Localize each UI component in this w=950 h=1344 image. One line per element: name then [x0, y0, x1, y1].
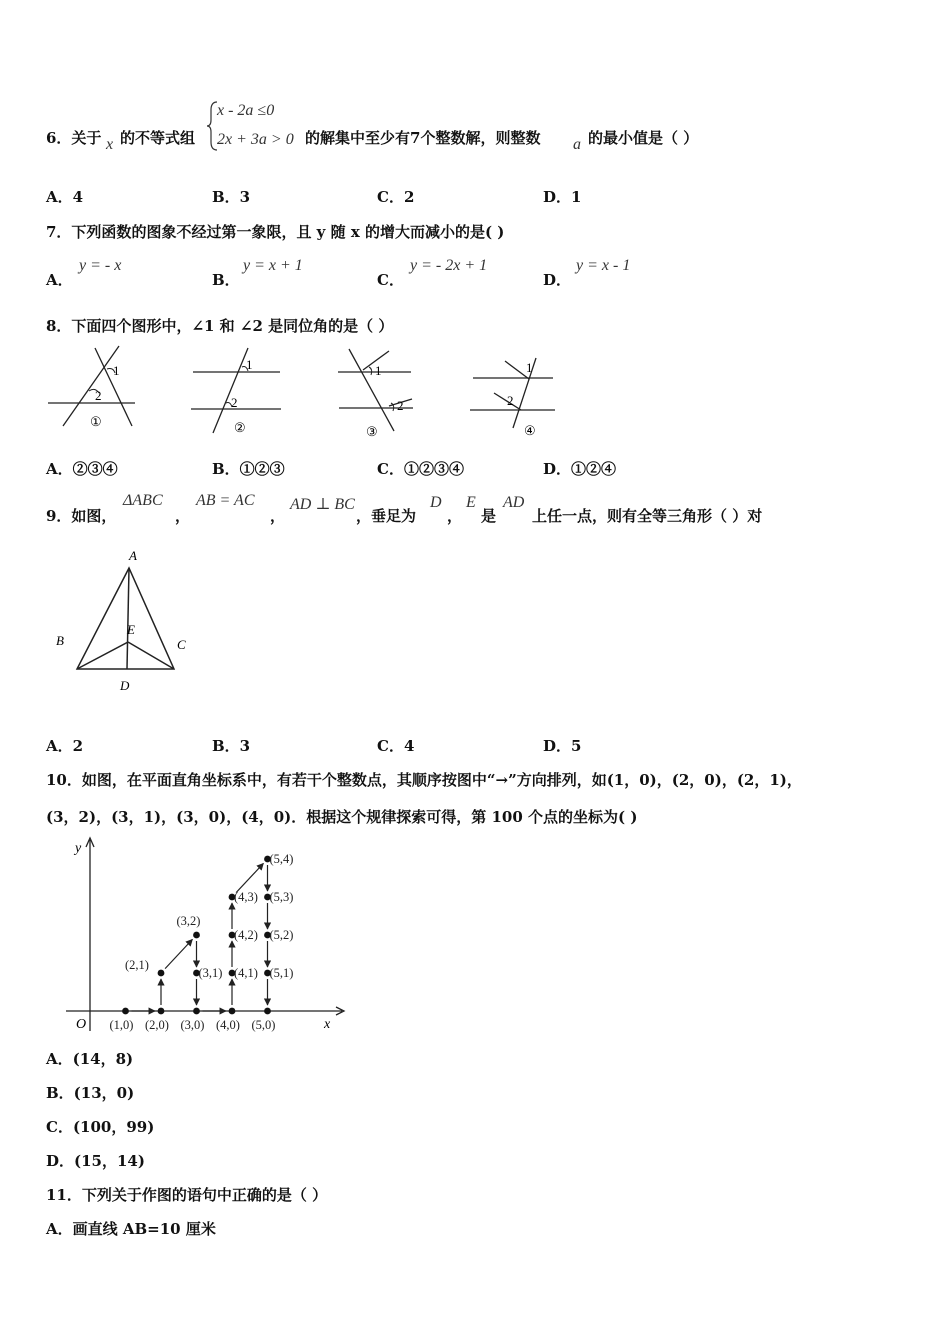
q9-point-e: E	[466, 494, 476, 511]
q10-point	[193, 932, 200, 939]
q6-var-x: x	[106, 136, 114, 153]
q10-x-axis-label: x	[324, 1017, 331, 1032]
q8-figure-1	[45, 343, 140, 435]
q6-option-a[interactable]: A．4	[46, 188, 84, 206]
q7-stem: 7．下列函数的图象不经过第一象限，且 y 随 x 的增大而减小的是( )	[46, 223, 505, 241]
q9-triangle: ΔABC	[123, 492, 163, 509]
q8-fig4-transversal	[513, 358, 536, 428]
q6-prefix: 6．关于	[46, 129, 102, 147]
q10-point	[229, 1008, 236, 1015]
q6-option-b[interactable]: B．3	[212, 188, 251, 206]
q9-point-d: D	[430, 494, 442, 511]
q7-option-c-label[interactable]: C．	[377, 271, 404, 289]
q9-foot-text: ，垂足为	[356, 507, 417, 525]
q9-label-e: E	[127, 622, 135, 637]
q10-point-label: (5,3)	[269, 890, 294, 904]
q6-suffix-2: 的最小值是（ ）	[588, 129, 699, 147]
q8-fig2-angle-1: 1	[246, 357, 253, 372]
q8-fig2-label: ②	[234, 420, 246, 435]
q10-point-label: (5,1)	[269, 966, 294, 980]
q10-stem-line-2: (3，2)，(3，1)，(3，0)，(4，0)．根据这个规律探索可得，第 100 个点的坐标为( )	[46, 808, 638, 826]
q10-option-a[interactable]: A．(14，8)	[46, 1050, 134, 1068]
q10-option-c[interactable]: C．(100，99)	[46, 1118, 155, 1136]
q10-point-label: (2,0)	[145, 1018, 169, 1032]
q11-option-a[interactable]: A．画直线 AB=10 厘米	[46, 1220, 216, 1238]
q10-point	[193, 1008, 200, 1015]
q9-perpendicular: AD ⊥ BC	[290, 496, 355, 513]
q9-is: 是	[481, 507, 497, 525]
q8-fig1-label: ①	[90, 414, 102, 429]
q10-origin-label: O	[76, 1017, 87, 1032]
q7-option-b-label[interactable]: B．	[212, 271, 240, 289]
q8-option-b[interactable]: B．①②③	[212, 460, 285, 478]
q8-fig3-arc-1	[369, 367, 372, 375]
q9-label-d: D	[120, 678, 130, 693]
q10-stem-line-1: 10．如图，在平面直角坐标系中，有若干个整数点，其顺序按图中“→”方向排列，如(1，0)，(2，0)，(2，1)，	[46, 771, 802, 789]
q6-inequality-1: x - 2a ≤0	[217, 102, 275, 119]
q10-point-label: (3,1)	[198, 966, 223, 980]
q8-figure-3	[335, 343, 420, 438]
q7-option-c-formula: y = - 2x + 1	[410, 257, 488, 274]
q10-point-label: (3,2)	[176, 914, 201, 928]
q7-option-a-formula: y = - x	[79, 257, 122, 274]
q6-option-d[interactable]: D．1	[543, 188, 582, 206]
q10-point	[158, 970, 165, 977]
q10-point-label: (3,0)	[180, 1018, 205, 1032]
q8-figure-2	[188, 343, 288, 435]
q8-fig4-label: ④	[524, 423, 536, 437]
q8-option-c[interactable]: C．①②③④	[377, 460, 464, 478]
q10-point-label: (5,0)	[251, 1018, 276, 1032]
q10-coordinate-figure	[60, 835, 350, 1040]
q9-option-a[interactable]: A．2	[46, 737, 84, 755]
q9-label-c: C	[177, 637, 186, 652]
q8-option-a[interactable]: A．②③④	[46, 460, 118, 478]
q9-sep-2: ，	[270, 507, 286, 525]
q9-sep-3: ，	[447, 507, 463, 525]
q9-prefix: 9．如图，	[46, 507, 117, 525]
q10-point-label: (5,4)	[269, 852, 294, 866]
q9-triangle-figure	[50, 545, 200, 695]
q7-option-b-formula: y = x + 1	[243, 257, 303, 274]
q8-fig4-angle-2: 2	[507, 393, 514, 408]
q10-order-arrow	[236, 863, 263, 892]
q8-fig1-angle-1: 1	[113, 363, 120, 378]
q10-point-label: (4,3)	[234, 890, 258, 904]
q8-fig3-transversal	[349, 349, 394, 431]
q9-equality: AB = AC	[196, 492, 255, 509]
q9-option-b[interactable]: B．3	[212, 737, 251, 755]
q6-suffix-1: 的解集中至少有7个整数解，则整数	[305, 129, 541, 147]
q8-fig3-angle-2: 2	[397, 398, 404, 413]
q10-option-b[interactable]: B．(13，0)	[46, 1084, 135, 1102]
q10-order-arrow	[165, 939, 192, 968]
q8-fig2-angle-2: 2	[231, 395, 238, 410]
q9-sep-1: ，	[175, 507, 191, 525]
q10-option-d[interactable]: D．(15，14)	[46, 1152, 145, 1170]
q10-y-axis-label: y	[75, 841, 82, 856]
q8-stem: 8．下面四个图形中，∠1 和 ∠2 是同位角的是（ ）	[46, 317, 394, 335]
q6-middle: 的不等式组	[120, 129, 196, 147]
q9-option-c[interactable]: C．4	[377, 737, 415, 755]
q10-point-label: (4,2)	[234, 928, 258, 942]
q9-altitude-ad	[127, 568, 129, 669]
q10-point	[158, 1008, 165, 1015]
q8-fig4-angle-1: 1	[526, 360, 533, 375]
q10-point-label: (5,2)	[269, 928, 294, 942]
q9-option-d[interactable]: D．5	[543, 737, 582, 755]
q8-option-d[interactable]: D．①②④	[543, 460, 617, 478]
q6-inequality-2: 2x + 3a > 0	[217, 131, 294, 148]
q11-stem: 11．下列关于作图的语句中正确的是（ ）	[46, 1186, 328, 1204]
q10-point	[122, 1008, 129, 1015]
q10-point	[264, 1008, 271, 1015]
q7-option-d-formula: y = x - 1	[576, 257, 631, 274]
q7-option-a-label[interactable]: A．	[46, 271, 73, 289]
q9-suffix: 上任一点，则有全等三角形（ ）对	[532, 507, 763, 525]
q10-point-label: (1,0)	[109, 1018, 134, 1032]
q9-segment-ad: AD	[503, 494, 525, 511]
q6-var-a: a	[573, 136, 581, 153]
q10-point-label: (2,1)	[125, 958, 149, 972]
q6-option-c[interactable]: C．2	[377, 188, 415, 206]
q9-triangle-abc	[77, 568, 174, 669]
q10-points-layer	[110, 852, 294, 1032]
q8-fig3-angle-1: 1	[375, 363, 382, 378]
q10-point-label: (4,1)	[234, 966, 258, 980]
q8-fig3-label: ③	[366, 424, 378, 438]
q9-label-a: A	[129, 548, 137, 563]
q8-figure-4	[467, 355, 557, 437]
q9-segment-ce	[128, 642, 174, 669]
q7-option-d-label[interactable]: D．	[543, 271, 572, 289]
q9-label-b: B	[56, 633, 64, 648]
q10-point-label: (4,0)	[216, 1018, 240, 1032]
q8-fig1-angle-2: 2	[95, 388, 102, 403]
